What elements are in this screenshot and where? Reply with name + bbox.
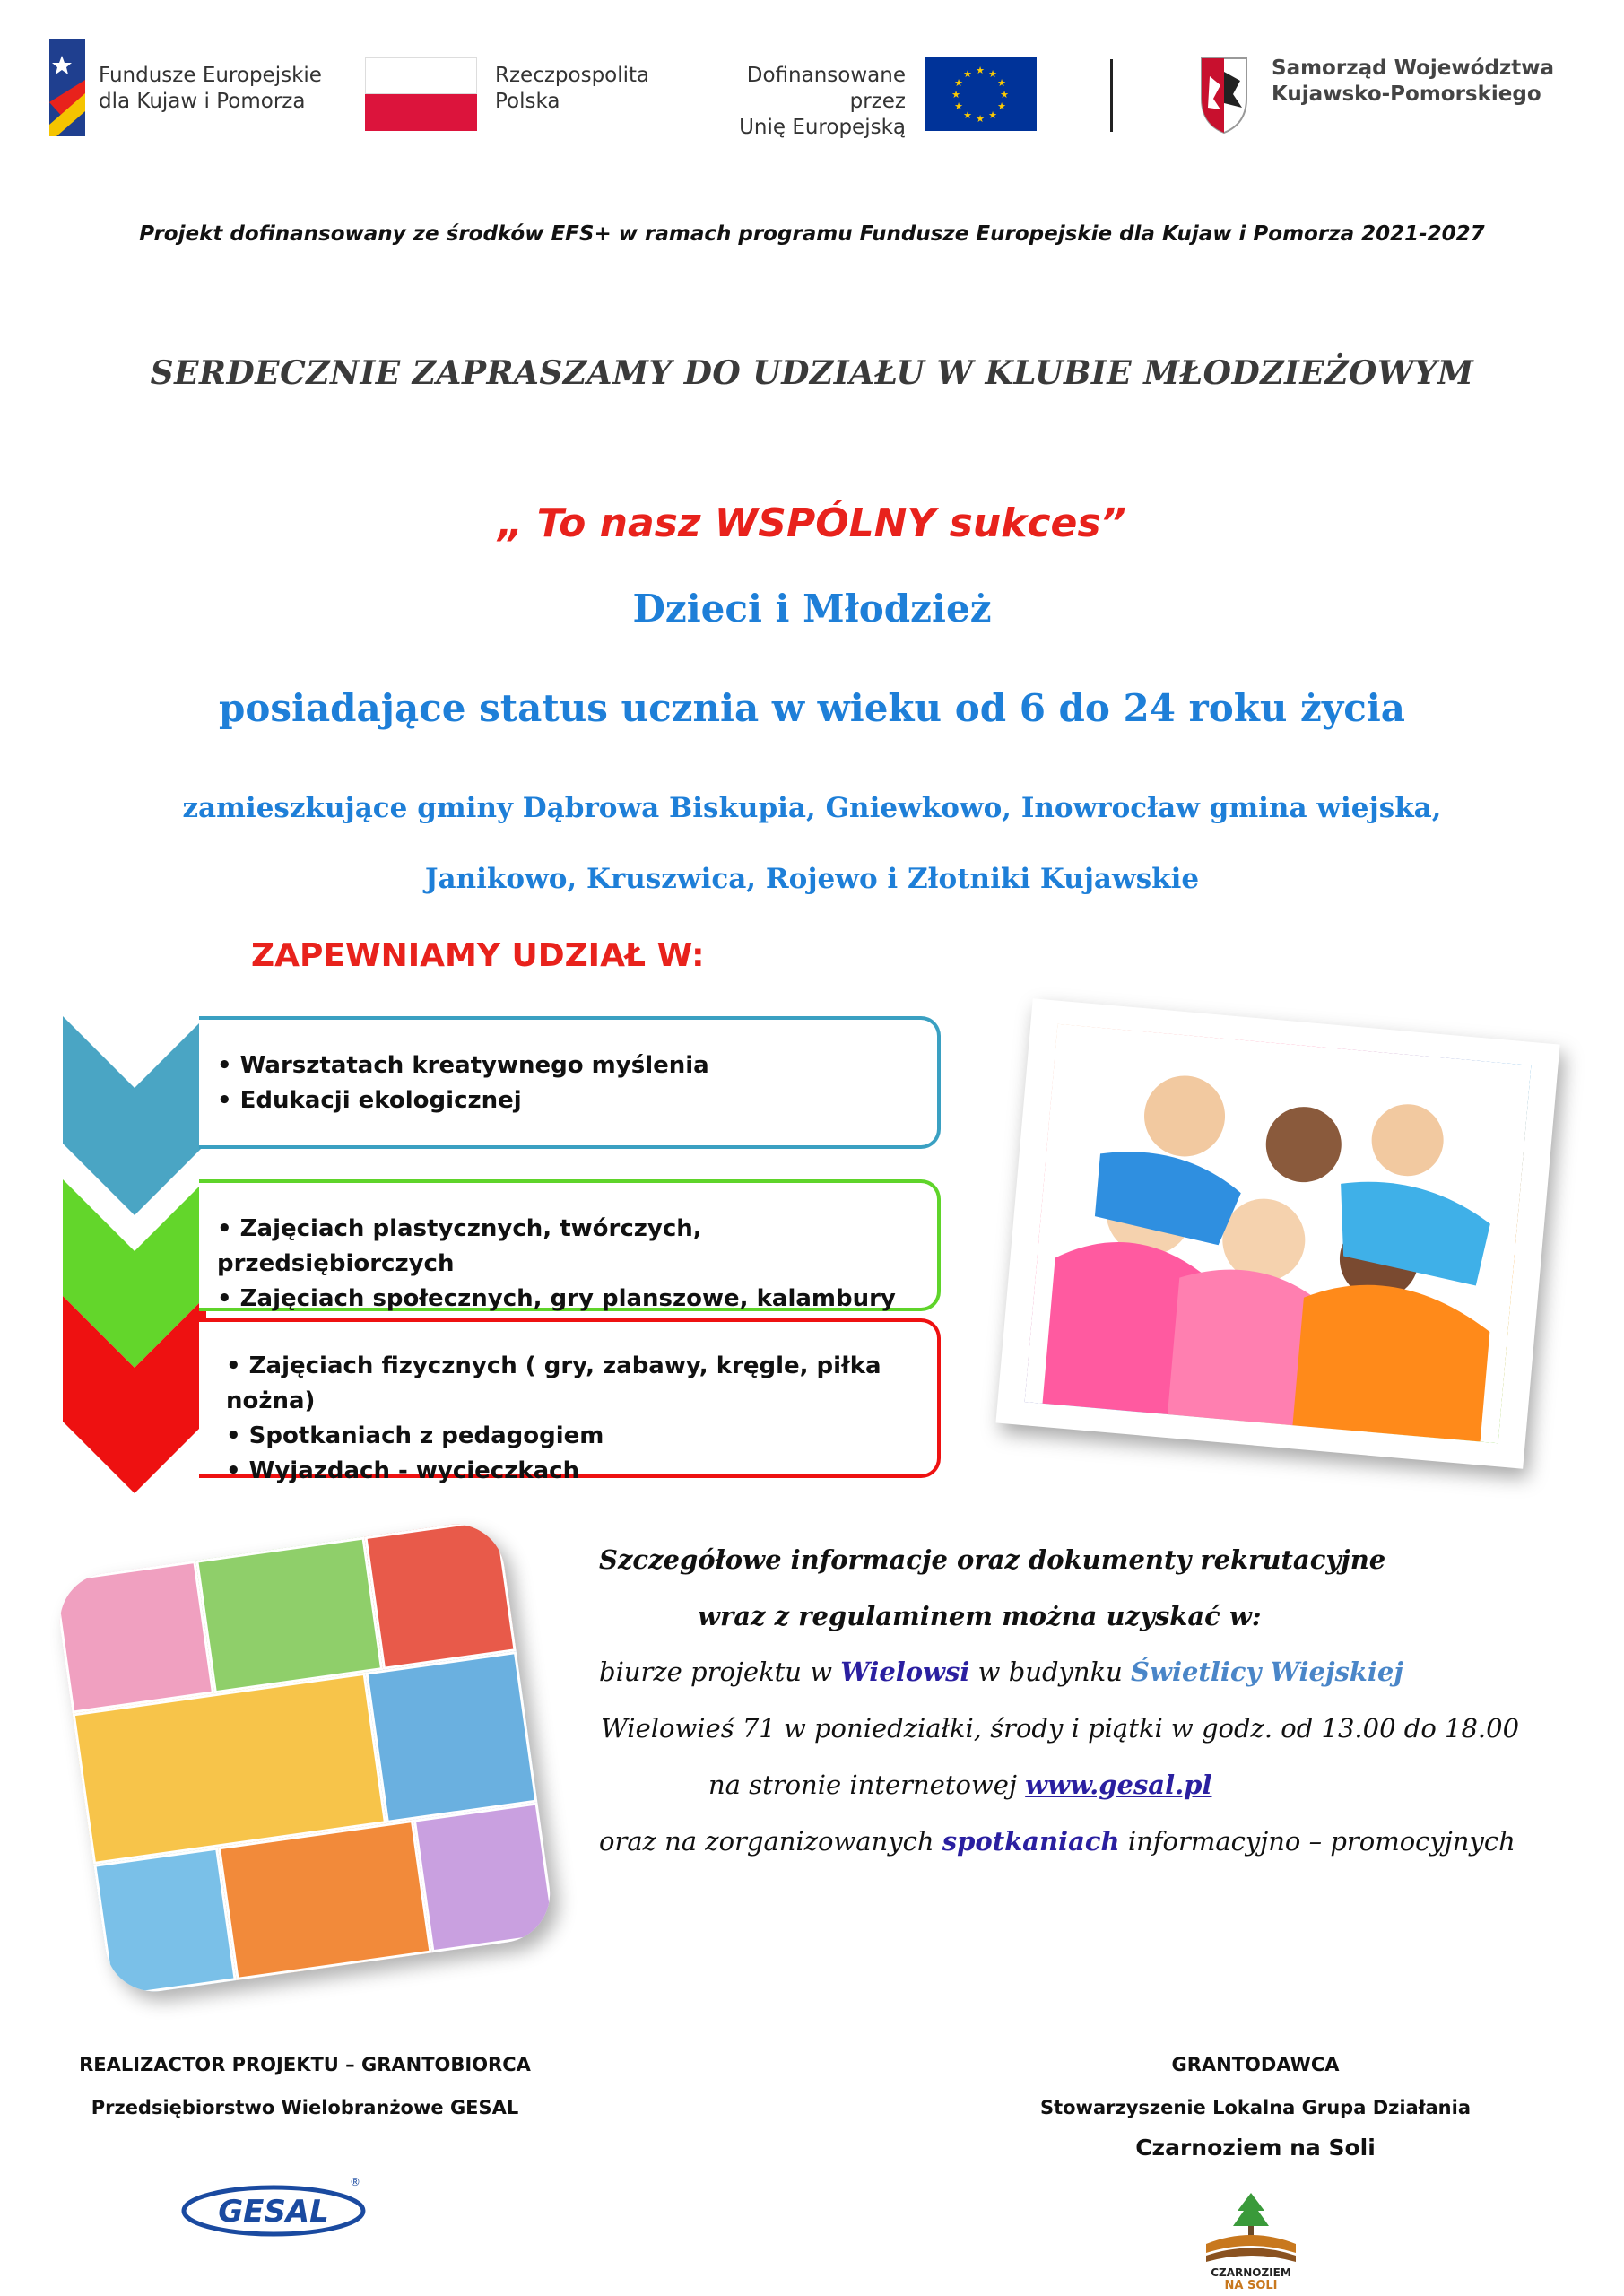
czarnoziem-logo-line-1: CZARNOZIEM [1211,2266,1291,2279]
red-chevron-shape [63,1296,206,1493]
eu-line-2: Unię Europejską [739,116,906,139]
grantor-name-1: Stowarzyszenie Lokalna Grupa Działania [1039,2097,1472,2118]
offer-title: ZAPEWNIAMY UDZIAŁ W: [251,937,705,974]
region-line-1: Samorząd Województwa [1272,57,1555,80]
svg-text:★: ★ [988,68,997,80]
info-line-2: wraz z regulaminem można uzyskać w: [698,1601,1262,1631]
offer-item: • Warsztatach kreatywnego myślenia [217,1048,937,1083]
slogan: „ To nasz WSPÓLNY sukces” [498,500,1126,546]
header-divider [1110,59,1113,132]
offer-group-1 [199,1016,941,1149]
fundusze-europejskie-label [99,63,322,115]
svg-text:★: ★ [951,89,960,100]
audience-line-4: Janikowo, Kruszwica, Rojewo i Złotniki Kujawskie [424,863,1200,895]
grantee-title: REALIZACTOR PROJEKTU – GRANTOBIORCA [79,2054,531,2075]
place-wielowies: Wielowsi [840,1657,970,1687]
offer-item: • Zajęciach fizycznych ( gry, zabawy, kręgle, piłka nożna) [226,1349,937,1419]
offer-group-2 [199,1179,941,1311]
svg-text:★: ★ [963,68,972,80]
svg-text:★: ★ [963,109,972,121]
audience-line-3: zamieszkujące gminy Dąbrowa Biskupia, Gniewkowo, Inowrocław gmina wiejska, [182,792,1442,824]
children-group-photo [995,998,1559,1469]
activities-photo-collage [54,1518,557,1997]
info-line-5: na stronie internetowej www.gesal.pl [708,1770,1212,1800]
info-line-3: biurze projektu w Wielowsi w budynku Świetlicy Wiejskiej [599,1657,1403,1687]
svg-text:★: ★ [976,113,985,125]
eu-funding-label [690,63,906,141]
fe-line-2: dla Kujaw i Pomorza [99,90,306,113]
offer-item: • Edukacji ekologicznej [217,1083,937,1118]
website-link[interactable]: www.gesal.pl [1025,1770,1212,1800]
offer-item: • Zajęciach społecznych, gry planszowe, kalambury [217,1282,937,1317]
offer-item: • Wyjazdach - wycieczkach [226,1454,937,1489]
rzeczpospolita-label [495,63,649,115]
czarnoziem-na-soli-logo [1197,2188,1305,2292]
polish-flag-icon [365,57,477,131]
grantee-name: Przedsiębiorstwo Wielobranżowe GESAL [91,2097,519,2118]
svg-text:★: ★ [954,77,963,89]
meetings-highlight: spotkaniach [942,1826,1120,1857]
eu-line-1: Dofinansowane przez [746,64,906,113]
place-swietlica: Świetlicy Wiejskiej [1131,1657,1403,1687]
svg-text:★: ★ [988,109,997,121]
region-line-2: Kujawsko-Pomorskiego [1272,83,1541,106]
czarnoziem-logo-line-2: NA SOLI [1224,2279,1278,2292]
info-line-6: oraz na zorganizowanych spotkaniach informacyjno – promocyjnych [599,1826,1515,1857]
svg-text:★: ★ [997,100,1006,112]
svg-text:★: ★ [1000,89,1009,100]
offer-item: • Spotkaniach z pedagogiem [226,1419,937,1454]
funding-subtitle: Projekt dofinansowany ze środków EFS+ w ramach programu Fundusze Europejskie dla Kujaw i Pomorza 2021-2027 [139,222,1485,246]
grantor-name-2: Czarnoziem na Soli [1135,2135,1376,2161]
gesal-logo [179,2175,368,2239]
fundusze-europejskie-logo-mark [49,39,85,136]
gesal-logo-text: GESAL [218,2194,329,2230]
info-line-1: Szczegółowe informacje oraz dokumenty rekrutacyjne [599,1544,1386,1575]
invitation-heading: SERDECZNIE ZAPRASZAMY DO UDZIAŁU W KLUBIE MŁODZIEŻOWYM [150,354,1474,392]
offer-group-3 [199,1318,941,1484]
audience-line-2: posiadające status ucznia w wieku od 6 do 24 roku życia [218,686,1406,730]
samorzad-label [1272,56,1554,108]
fe-line-1: Fundusze Europejskie [99,64,322,87]
grantor-title: GRANTODAWCA [1171,2054,1340,2075]
eu-flag-icon [925,57,1037,131]
svg-text:®: ® [350,2176,360,2188]
kujawsko-pomorskie-coat-of-arms-icon [1197,54,1251,135]
offer-item: • Zajęciach plastycznych, twórczych, przedsiębiorczych [217,1212,937,1282]
info-line-4: Wielowieś 71 w poniedziałki, środy i piątki w godz. od 13.00 do 18.00 [601,1713,1520,1744]
svg-text:★: ★ [954,100,963,112]
svg-text:★: ★ [976,65,985,76]
svg-text:★: ★ [997,77,1006,89]
audience-line-1: Dzieci i Młodzież [632,587,992,631]
pl-line-2: Polska [495,90,560,113]
pl-line-1: Rzeczpospolita [495,64,650,87]
